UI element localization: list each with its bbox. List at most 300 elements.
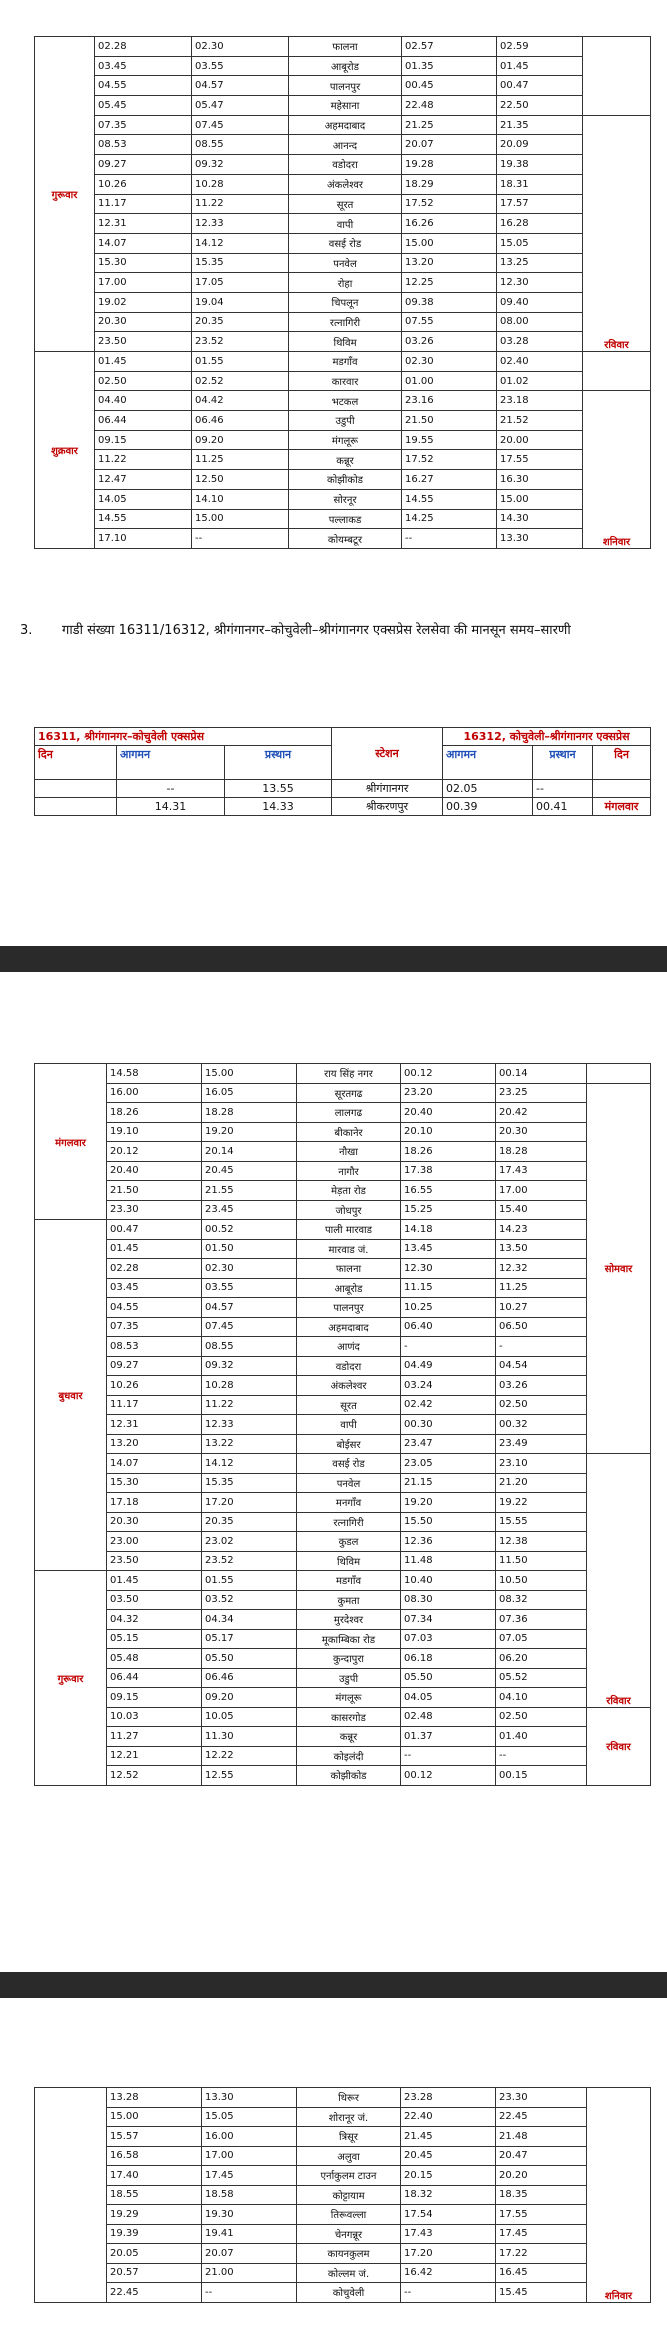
table-row xyxy=(35,194,651,214)
departure: 15.55 xyxy=(496,1512,587,1532)
departure: 21.48 xyxy=(496,2127,587,2147)
table-row xyxy=(35,1434,651,1454)
arrival: 03.50 xyxy=(107,1590,202,1610)
departure: 22.50 xyxy=(497,96,583,116)
departure: 02.30 xyxy=(202,1259,297,1279)
station-header: स्टेशन xyxy=(332,728,443,780)
station-name: मेड़ता रोड xyxy=(297,1181,401,1201)
departure: -- xyxy=(202,2283,297,2303)
note-text: गाडी संख्या 16311/16312, श्रीगंगानगर–कोचुवेली–श्रीगंगानगर एक्सप्रेस रेलसेवा की मानसून समय–सारणी xyxy=(62,623,571,638)
table-row xyxy=(35,1278,651,1298)
arrival: 20.12 xyxy=(107,1142,202,1162)
day-thursday: गुरूवार xyxy=(35,1571,107,1786)
departure: 13.30 xyxy=(497,529,583,549)
departure: 06.50 xyxy=(496,1317,587,1337)
arrival: 19.39 xyxy=(107,2224,202,2244)
departure: 06.46 xyxy=(202,1668,297,1688)
departure: 23.30 xyxy=(496,2088,587,2108)
day-cell xyxy=(583,352,651,391)
arrival: 20.45 xyxy=(401,2146,496,2166)
arrival: 00.45 xyxy=(402,76,497,96)
departure: 03.26 xyxy=(496,1376,587,1396)
note-number: 3. xyxy=(20,623,33,638)
station-name: आणंद xyxy=(297,1337,401,1357)
table-row xyxy=(35,1103,651,1123)
departure: 23.52 xyxy=(192,332,289,352)
arrival: 06.44 xyxy=(107,1668,202,1688)
arrival: 02.05 xyxy=(443,780,533,798)
arrival: 22.40 xyxy=(401,2107,496,2127)
arrival: 03.26 xyxy=(402,332,497,352)
arrival: 20.07 xyxy=(402,135,497,155)
timetable-3 xyxy=(34,1063,651,1786)
departure: 03.55 xyxy=(202,1278,297,1298)
arrival: 21.15 xyxy=(401,1473,496,1493)
departure: 21.00 xyxy=(202,2263,297,2283)
station-name: पल्लाकड xyxy=(289,509,402,529)
arrival: 13.45 xyxy=(401,1239,496,1259)
departure: 12.55 xyxy=(202,1766,297,1786)
table-row xyxy=(35,1161,651,1181)
station-name: वापी xyxy=(289,214,402,234)
departure: 23.10 xyxy=(496,1454,587,1474)
arrival: 11.15 xyxy=(401,1278,496,1298)
station-name: पाली मारवाड xyxy=(297,1220,401,1240)
departure: 07.45 xyxy=(192,115,289,135)
arrival: 17.52 xyxy=(402,194,497,214)
station-name: लालगढ xyxy=(297,1103,401,1123)
arrival: 23.16 xyxy=(402,391,497,411)
departure: 21.55 xyxy=(202,1181,297,1201)
day-cell xyxy=(583,37,651,116)
departure: 18.31 xyxy=(497,174,583,194)
departure: 09.20 xyxy=(192,430,289,450)
departure: 14.23 xyxy=(496,1220,587,1240)
departure: 07.36 xyxy=(496,1610,587,1630)
arrival: 14.25 xyxy=(402,509,497,529)
arrival: 19.02 xyxy=(95,292,192,312)
arrival: 23.00 xyxy=(107,1532,202,1552)
departure: 00.52 xyxy=(202,1220,297,1240)
arrival: 20.30 xyxy=(107,1512,202,1532)
departure: 21.20 xyxy=(496,1473,587,1493)
arrival: 12.25 xyxy=(402,273,497,293)
station-name: आबूरोड xyxy=(289,56,402,76)
arrival: 20.10 xyxy=(401,1122,496,1142)
departure: 17.05 xyxy=(192,273,289,293)
departure: 18.58 xyxy=(202,2185,297,2205)
table-row xyxy=(35,115,651,135)
station-name: थिरूर xyxy=(297,2088,401,2108)
departure: 01.40 xyxy=(496,1727,587,1747)
departure: 14.30 xyxy=(497,509,583,529)
station-name: शोरानूर जं. xyxy=(297,2107,401,2127)
station-name: एर्नाकुलम टाउन xyxy=(297,2166,401,2186)
arrival: 02.50 xyxy=(95,371,192,391)
arrival: 11.27 xyxy=(107,1727,202,1747)
note-3 xyxy=(20,618,640,670)
departure: 14.12 xyxy=(192,233,289,253)
arrival: 09.38 xyxy=(402,292,497,312)
departure: 14.33 xyxy=(225,798,332,816)
day-cell xyxy=(587,1064,651,1084)
departure: 17.55 xyxy=(496,2205,587,2225)
arrival: -- xyxy=(401,1746,496,1766)
departure: 00.41 xyxy=(533,798,593,816)
table-row xyxy=(35,1395,651,1415)
departure: 11.22 xyxy=(202,1395,297,1415)
table-row xyxy=(35,1532,651,1552)
arrival: 12.52 xyxy=(107,1766,202,1786)
departure: 09.40 xyxy=(497,292,583,312)
table-row xyxy=(35,174,651,194)
departure: 01.45 xyxy=(497,56,583,76)
table-row xyxy=(35,1259,651,1279)
departure: 13.22 xyxy=(202,1434,297,1454)
table-row xyxy=(35,1122,651,1142)
arrival: 06.44 xyxy=(95,411,192,431)
departure: 11.30 xyxy=(202,1727,297,1747)
departure: 17.43 xyxy=(496,1161,587,1181)
table-row xyxy=(35,1337,651,1357)
table-row xyxy=(35,1649,651,1669)
departure: 03.55 xyxy=(192,56,289,76)
departure: 23.02 xyxy=(202,1532,297,1552)
day-thursday: गुरूवार xyxy=(35,37,95,352)
arrival: 14.55 xyxy=(402,489,497,509)
table-row xyxy=(35,155,651,175)
departure: 04.34 xyxy=(202,1610,297,1630)
arrival: 15.25 xyxy=(401,1200,496,1220)
table-row xyxy=(35,1415,651,1435)
arrival: 06.18 xyxy=(401,1649,496,1669)
departure: 21.35 xyxy=(497,115,583,135)
departure: 05.52 xyxy=(496,1668,587,1688)
table-row xyxy=(35,529,651,549)
arrival: 17.40 xyxy=(107,2166,202,2186)
departure: 12.22 xyxy=(202,1746,297,1766)
station-name: कोचुवेली xyxy=(297,2283,401,2303)
day-sunday: रविवार xyxy=(587,1707,651,1785)
departure: 16.30 xyxy=(497,470,583,490)
departure: 07.05 xyxy=(496,1629,587,1649)
departure: 16.45 xyxy=(496,2263,587,2283)
departure: 09.32 xyxy=(202,1356,297,1376)
station-name: अंकलेश्वर xyxy=(297,1376,401,1396)
table-row xyxy=(35,1746,651,1766)
arrival: 07.03 xyxy=(401,1629,496,1649)
arrival: 02.28 xyxy=(95,37,192,57)
arrival: 21.25 xyxy=(402,115,497,135)
departure: 17.57 xyxy=(497,194,583,214)
departure: 19.41 xyxy=(202,2224,297,2244)
departure: 07.45 xyxy=(202,1317,297,1337)
arrival: 14.31 xyxy=(117,798,225,816)
arrival: 14.07 xyxy=(107,1454,202,1474)
arrival: 15.50 xyxy=(401,1512,496,1532)
arrival-header-b: आगमन xyxy=(443,746,533,780)
departure: 10.28 xyxy=(202,1376,297,1396)
station-name: कारवार xyxy=(289,371,402,391)
departure: 21.52 xyxy=(497,411,583,431)
departure: 12.33 xyxy=(202,1415,297,1435)
departure: 16.05 xyxy=(202,1083,297,1103)
arrival: 21.50 xyxy=(402,411,497,431)
arrival: 03.45 xyxy=(107,1278,202,1298)
departure: 18.28 xyxy=(202,1103,297,1123)
arrival: 10.26 xyxy=(107,1376,202,1396)
departure: 19.38 xyxy=(497,155,583,175)
arrival: 04.49 xyxy=(401,1356,496,1376)
departure: 00.15 xyxy=(496,1766,587,1786)
departure: 08.55 xyxy=(202,1337,297,1357)
table-row xyxy=(35,1083,651,1103)
departure: 19.20 xyxy=(202,1122,297,1142)
departure: 17.20 xyxy=(202,1493,297,1513)
departure: 18.28 xyxy=(496,1142,587,1162)
departure: 20.42 xyxy=(496,1103,587,1123)
arrival: 07.55 xyxy=(402,312,497,332)
arrival: 14.07 xyxy=(95,233,192,253)
arrival: 13.20 xyxy=(402,253,497,273)
departure: 04.57 xyxy=(202,1298,297,1318)
departure: 05.47 xyxy=(192,96,289,116)
departure-header-b: प्रस्थान xyxy=(533,746,593,780)
arrival: 08.53 xyxy=(107,1337,202,1357)
arrival: 16.55 xyxy=(401,1181,496,1201)
departure: 15.05 xyxy=(497,233,583,253)
arrival: 14.55 xyxy=(95,509,192,529)
arrival: 10.40 xyxy=(401,1571,496,1591)
departure: -- xyxy=(533,780,593,798)
arrival: 12.31 xyxy=(95,214,192,234)
arrival: 07.34 xyxy=(401,1610,496,1630)
arrival: 15.30 xyxy=(95,253,192,273)
arrival: 14.18 xyxy=(401,1220,496,1240)
arrival: 17.38 xyxy=(401,1161,496,1181)
timetable-2 xyxy=(34,727,651,816)
station-name: मूकाम्बिका रोड xyxy=(297,1629,401,1649)
departure: 20.07 xyxy=(202,2244,297,2264)
departure: - xyxy=(496,1337,587,1357)
arrival: 00.39 xyxy=(443,798,533,816)
departure: 03.28 xyxy=(497,332,583,352)
departure: 20.35 xyxy=(202,1512,297,1532)
timetable-1 xyxy=(34,36,651,549)
departure: 01.55 xyxy=(192,352,289,372)
departure: 15.00 xyxy=(192,509,289,529)
page-divider xyxy=(0,946,667,972)
arrival: 02.48 xyxy=(401,1707,496,1727)
departure: 20.00 xyxy=(497,430,583,450)
station-name: बोईसर xyxy=(297,1434,401,1454)
arrival: 19.20 xyxy=(401,1493,496,1513)
station-name: श्रीगंगानगर xyxy=(332,780,443,798)
departure: 17.45 xyxy=(496,2224,587,2244)
arrival: 20.40 xyxy=(107,1161,202,1181)
arrival: 05.15 xyxy=(107,1629,202,1649)
arrival: 13.28 xyxy=(107,2088,202,2108)
station-name: चेनगन्नूर xyxy=(297,2224,401,2244)
station-name: पालनपुर xyxy=(289,76,402,96)
station-name: रोहा xyxy=(289,273,402,293)
departure: 12.33 xyxy=(192,214,289,234)
arrival: 11.17 xyxy=(107,1395,202,1415)
table-row xyxy=(35,1220,651,1240)
table-row xyxy=(35,253,651,273)
departure: 12.32 xyxy=(496,1259,587,1279)
station-name: पनवेल xyxy=(289,253,402,273)
arrival: 21.50 xyxy=(107,1181,202,1201)
station-name: कुन्दापुरा xyxy=(297,1649,401,1669)
arrival: 00.12 xyxy=(401,1064,496,1084)
departure: 17.00 xyxy=(496,1181,587,1201)
arrival: 16.58 xyxy=(107,2146,202,2166)
station-name: सूरत xyxy=(289,194,402,214)
table-row xyxy=(35,2244,651,2264)
station-name: कोझीकोड xyxy=(289,470,402,490)
table-row xyxy=(35,411,651,431)
departure: 19.04 xyxy=(192,292,289,312)
table-row xyxy=(35,2146,651,2166)
table-row xyxy=(35,1727,651,1747)
departure: 16.28 xyxy=(497,214,583,234)
table-row xyxy=(35,1298,651,1318)
departure: 23.45 xyxy=(202,1200,297,1220)
table-row xyxy=(35,489,651,509)
arrival: 06.40 xyxy=(401,1317,496,1337)
arrival: 01.45 xyxy=(95,352,192,372)
table-row xyxy=(35,1142,651,1162)
departure: 15.05 xyxy=(202,2107,297,2127)
table-row xyxy=(35,214,651,234)
arrival: 17.10 xyxy=(95,529,192,549)
station-name: कासरगोड xyxy=(297,1707,401,1727)
station-name: राय सिंह नगर xyxy=(297,1064,401,1084)
table-row xyxy=(35,1688,651,1708)
departure: 12.50 xyxy=(192,470,289,490)
arrival: 16.42 xyxy=(401,2263,496,2283)
departure: 18.35 xyxy=(496,2185,587,2205)
departure: 20.20 xyxy=(496,2166,587,2186)
departure: -- xyxy=(192,529,289,549)
day-monday: सोमवार xyxy=(587,1083,651,1454)
table-row xyxy=(35,1766,651,1786)
departure: 23.25 xyxy=(496,1083,587,1103)
departure: 01.02 xyxy=(497,371,583,391)
table-row xyxy=(35,1473,651,1493)
table-row xyxy=(35,1493,651,1513)
table-row xyxy=(35,332,651,352)
departure: 16.00 xyxy=(202,2127,297,2147)
station-name: आनन्द xyxy=(289,135,402,155)
arrival: 12.47 xyxy=(95,470,192,490)
departure-header-a: प्रस्थान xyxy=(225,746,332,780)
arrival: 23.20 xyxy=(401,1083,496,1103)
departure: 15.00 xyxy=(497,489,583,509)
departure: 10.28 xyxy=(192,174,289,194)
table-row xyxy=(35,56,651,76)
station-name: मंगलूरू xyxy=(289,430,402,450)
station-name: वापी xyxy=(297,1415,401,1435)
table-row xyxy=(35,2185,651,2205)
departure: 08.55 xyxy=(192,135,289,155)
table-row xyxy=(35,2107,651,2127)
station-name: वसई रोड xyxy=(289,233,402,253)
station-name: अहमदाबाद xyxy=(289,115,402,135)
departure: 13.50 xyxy=(496,1239,587,1259)
day-wednesday: बुधवार xyxy=(35,1220,107,1571)
arrival: 01.37 xyxy=(401,1727,496,1747)
departure: 15.45 xyxy=(496,2283,587,2303)
arrival: 17.18 xyxy=(107,1493,202,1513)
arrival: 19.10 xyxy=(107,1122,202,1142)
station-name: कोट्टायाम xyxy=(297,2185,401,2205)
station-name: आबूरोड xyxy=(297,1278,401,1298)
table-row xyxy=(35,391,651,411)
station-name: त्रिसूर xyxy=(297,2127,401,2147)
arrival: 04.40 xyxy=(95,391,192,411)
departure: 11.50 xyxy=(496,1551,587,1571)
departure: 05.17 xyxy=(202,1629,297,1649)
departure: 05.50 xyxy=(202,1649,297,1669)
arrival: 20.15 xyxy=(401,2166,496,2186)
departure: 20.45 xyxy=(202,1161,297,1181)
table-row xyxy=(35,292,651,312)
table-row xyxy=(35,1376,651,1396)
departure: 00.32 xyxy=(496,1415,587,1435)
arrival: 10.26 xyxy=(95,174,192,194)
departure: 08.00 xyxy=(497,312,583,332)
table-row xyxy=(35,1512,651,1532)
arrival-header-a: आगमन xyxy=(117,746,225,780)
station-name: रत्नागिरी xyxy=(297,1512,401,1532)
arrival: -- xyxy=(402,529,497,549)
departure: 02.30 xyxy=(192,37,289,57)
arrival: 05.48 xyxy=(107,1649,202,1669)
station-name: मुरदेश्वर xyxy=(297,1610,401,1630)
station-name: थिविम xyxy=(289,332,402,352)
arrival: - xyxy=(401,1337,496,1357)
station-name: श्रीकरणपुर xyxy=(332,798,443,816)
departure: 00.14 xyxy=(496,1064,587,1084)
departure: 03.52 xyxy=(202,1590,297,1610)
day-sunday: रविवार xyxy=(587,1454,651,1708)
arrival: 23.05 xyxy=(401,1454,496,1474)
table-row xyxy=(35,1610,651,1630)
station-name: चिपलून xyxy=(289,292,402,312)
departure: 04.10 xyxy=(496,1688,587,1708)
arrival: 16.27 xyxy=(402,470,497,490)
arrival: 17.52 xyxy=(402,450,497,470)
station-name: कोझीकोड xyxy=(297,1766,401,1786)
arrival: 05.45 xyxy=(95,96,192,116)
day-header-a: दिन xyxy=(35,746,117,780)
station-name: नागौर xyxy=(297,1161,401,1181)
arrival: 11.48 xyxy=(401,1551,496,1571)
station-name: मडगाँव xyxy=(289,352,402,372)
table-row xyxy=(35,2088,651,2108)
arrival: 08.30 xyxy=(401,1590,496,1610)
arrival: 00.12 xyxy=(401,1766,496,1786)
arrival: 17.20 xyxy=(401,2244,496,2264)
departure: 15.40 xyxy=(496,1200,587,1220)
departure: 14.12 xyxy=(202,1454,297,1474)
station-name: पनवेल xyxy=(297,1473,401,1493)
station-name: मारवाड जं. xyxy=(297,1239,401,1259)
station-name: कन्नूर xyxy=(289,450,402,470)
table-row xyxy=(35,1571,651,1591)
